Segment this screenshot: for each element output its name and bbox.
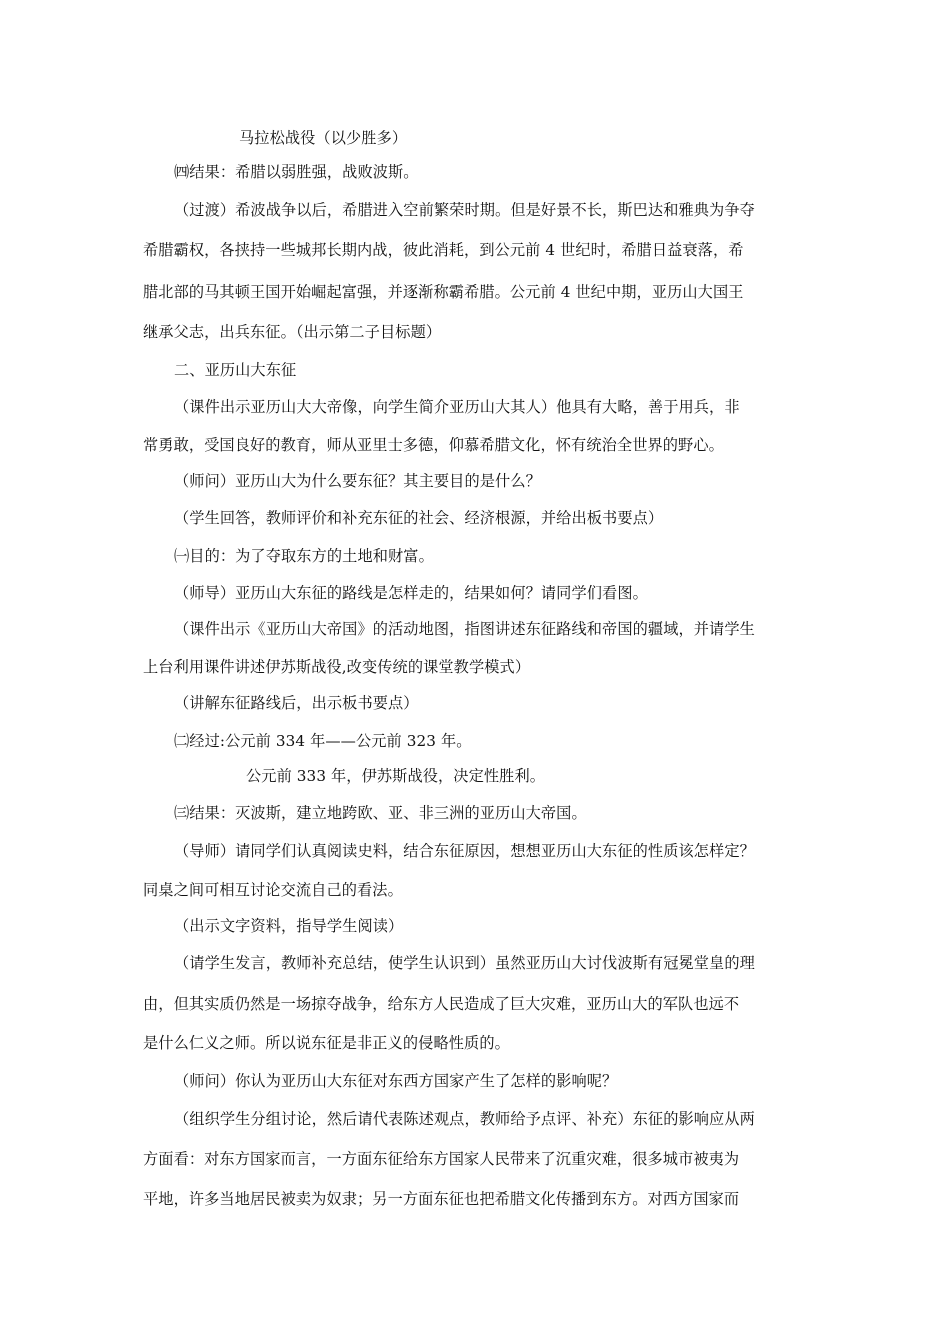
paragraph-line: 腊北部的马其顿王国开始崛起富强，并逐渐称霸希腊。公元前 4 世纪中期，亚历山大国王 [143,283,744,301]
point-issus-battle: 公元前 333 年，伊苏斯战役，决定性胜利。 [246,767,546,785]
paragraph-route: （讲解东征路线后，出示板书要点） [174,694,419,712]
section-heading-alexander: 二、亚历山大东征 [174,361,297,379]
point-purpose: ㈠目的：为了夺取东方的土地和财富。 [174,547,434,565]
paragraph-show-material: （出示文字资料，指导学生阅读） [174,917,404,935]
paragraph-line: 同桌之间可相互讨论交流自己的看法。 [143,881,403,899]
paragraph-line: 平地，许多当地居民被卖为奴隶；另一方面东征也把希腊文化传播到东方。对西方国家而 [143,1190,740,1208]
paragraph-student-answer: （学生回答，教师评价和补充东征的社会、经济根源，并给出板书要点） [174,509,664,527]
paragraph-student-speak: （请学生发言，教师补充总结，使学生认识到）虽然亚历山大讨伐波斯有冠冕堂皇的理 [174,954,755,972]
paragraph-group-discussion: （组织学生分组讨论，然后请代表陈述观点，教师给予点评、补充）东征的影响应从两 [174,1110,755,1128]
paragraph-line: 常勇敢，受国良好的教育，师从亚里士多德，仰慕希腊文化，怀有统治全世界的野心。 [143,436,724,454]
paragraph-line: 上台利用课件讲述伊苏斯战役,改变传统的课堂教学模式） [143,658,531,676]
paragraph-courseware: （课件出示亚历山大大帝像，向学生简介亚历山大其人）他具有大略，善于用兵，非 [174,398,740,416]
paragraph-map: （课件出示《亚历山大帝国》的活动地图，指图讲述东征路线和帝国的疆域，并请学生 [174,620,755,638]
point-result: ㈢结果：灭波斯，建立地跨欧、亚、非三洲的亚历山大帝国。 [174,804,587,822]
paragraph-line: 是什么仁义之师。所以说东征是非正义的侵略性质的。 [143,1034,510,1052]
paragraph-guide-teacher: （导师）请同学们认真阅读史料，结合东征原因，想想亚历山大东征的性质该怎样定？ [174,842,755,860]
paragraph-teacher-guide: （师导）亚历山大东征的路线是怎样走的，结果如何？请同学们看图。 [174,584,648,602]
paragraph-line: 继承父志，出兵东征。（出示第二子目标题） [143,323,442,341]
paragraph-influence-question: （师问）你认为亚历山大东征对东西方国家产生了怎样的影响呢？ [174,1072,618,1090]
subheading-marathon: 马拉松战役（以少胜多） [239,129,408,147]
paragraph-teacher-question: （师问）亚历山大为什么要东征？其主要目的是什么？ [174,472,541,490]
paragraph-result-4: ㈣结果：希腊以弱胜强，战败波斯。 [174,163,419,181]
point-process: ㈡经过:公元前 334 年——公元前 323 年。 [174,732,472,750]
paragraph-line: 由，但其实质仍然是一场掠夺战争，给东方人民造成了巨大灾难，亚历山大的军队也远不 [143,995,740,1013]
paragraph-line: 希腊霸权，各挟持一些城邦长期内战，彼此消耗，到公元前 4 世纪时，希腊日益衰落，希 [143,241,744,259]
paragraph-transition: （过渡）希波战争以后，希腊进入空前繁荣时期。但是好景不长，斯巴达和雅典为争夺 [174,201,755,219]
paragraph-line: 方面看：对东方国家而言，一方面东征给东方国家人民带来了沉重灾难，很多城市被夷为 [143,1150,740,1168]
